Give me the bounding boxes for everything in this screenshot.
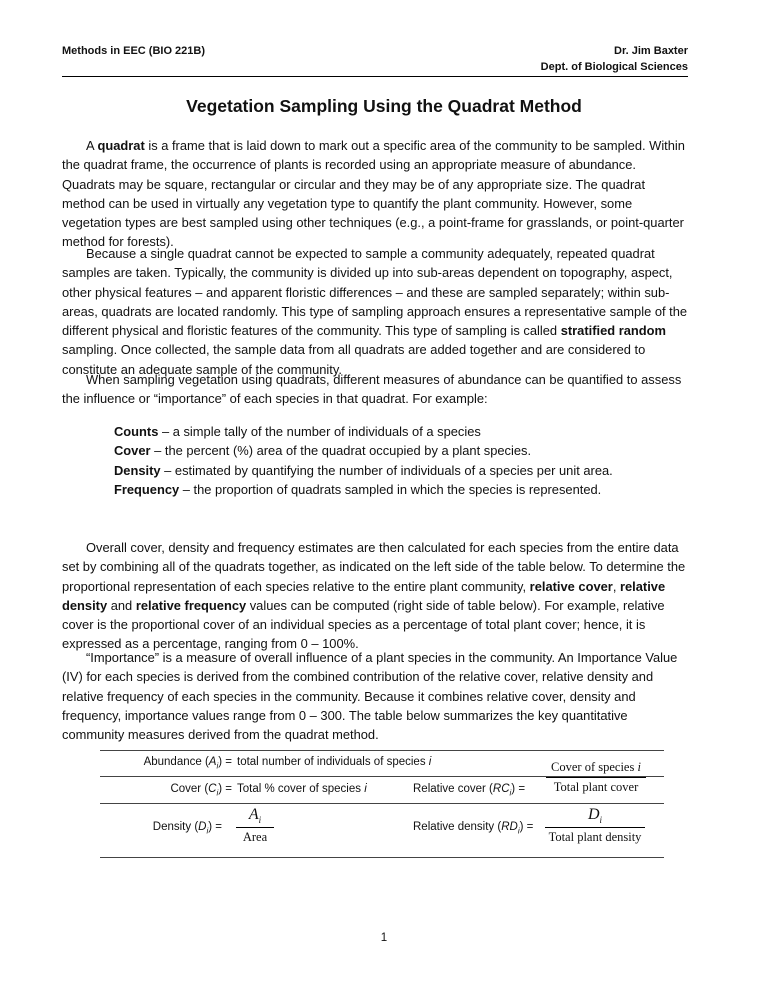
- table-rule-top: [100, 750, 664, 751]
- cover-definition: Total % cover of species i: [237, 783, 367, 795]
- paragraph-importance-value: “Importance” is a measure of overall influence of a plant species in the community. An Importance Value (IV) for each species is derived from the combined contribution of the relative cover, relative density and relative frequency of each species in the community. Because it combines relative cover, density and frequency, importance values range from 0 – 300. The table below summarizes the key quantitative community measures derived from the quadrat method.: [62, 650, 678, 743]
- relative-density-denominator: Total plant density: [548, 830, 642, 845]
- header-author-block: [541, 43, 688, 75]
- paragraph-stratified-sampling: Because a single quadrat cannot be expected to sample a community adequately, repeated quadrat samples are taken. Typically, the community is divided up into sub-areas dependent on topography, aspect, other physical features – and apparent floristic differences – and these are sampled separately; within sub-areas, quadrats are located randomly. This type of sampling approach ensures a representative sample of the different physical and floristic features of the community. This type of sampling is called stratified random sampling. Once collected, the sample data from all quadrats are added together and are considered to constitute an adequate sample of the community.: [62, 246, 688, 377]
- relative-density-formula: [545, 806, 645, 845]
- paragraph-relative-measures: Overall cover, density and frequency estimates are then calculated for each species from the entire data set by combining all of the quadrats together, as indicated on the left side of the table below. To determine the proportional representation of each species relative to the entire plant community, relative cover, relative density and relative frequency values can be computed (right side of table below). For example, relative cover is the proportional cover of an individual species as a percentage of total plant cover; hence, it is expressed as a percentage, ranging from 0 – 100%.: [62, 540, 686, 652]
- term-quadrat: quadrat: [97, 138, 145, 153]
- header-dept: Dept. of Biological Sciences: [540, 61, 688, 73]
- relative-cover-denominator: Total plant cover: [553, 780, 639, 794]
- density-label: Density $(D_i)$ =: [152, 821, 222, 836]
- page-title: Vegetation Sampling Using the Quadrat Method: [186, 96, 582, 116]
- header-course: Methods in EEC (BIO 221B): [62, 45, 206, 57]
- header-divider: [62, 76, 688, 77]
- density-formula: [236, 806, 274, 845]
- paragraph-quadrat-intro: A quadrat is a frame that is laid down to mark out a specific area of the community to be sampled. Within the quadrat frame, the occurrence of plants is recorded using an appropriate measure of abundance. Quadrats may be square, rectangular or circular and they may be of any appropriate size. The quadrat method can be used in virtually any vegetation type to quantify the plant community. However, some vegetation types are best sampled using other techniques (e.g., a point-frame for grasslands, or point-quarter method for forests).: [62, 138, 685, 250]
- definitions-list: [114, 422, 613, 499]
- table-rule-bottom: [100, 857, 664, 858]
- relative-density-label: Relative density $(RD_i)$ =: [413, 821, 534, 836]
- relative-cover-formula: [546, 760, 646, 795]
- table-rule: [100, 803, 664, 804]
- page-number: 1: [380, 932, 388, 944]
- density-denominator: Area: [242, 830, 268, 845]
- definition-counts: Counts – a simple tally of the number of individuals of a species: [114, 424, 481, 439]
- definition-density: Density – estimated by quantifying the number of individuals of a species per unit area.: [114, 462, 613, 478]
- abundance-definition: total number of individuals of species i: [237, 756, 432, 768]
- definition-cover: Cover – the percent (%) area of the quadrat occupied by a plant species.: [114, 443, 532, 459]
- relative-cover-numerator: Cover of species i: [546, 760, 646, 778]
- term-stratified-random: stratified random: [560, 323, 666, 339]
- cover-label: Cover $(C_i)$ =: [170, 783, 232, 798]
- abundance-label: Abundance $(A_i)$ =: [143, 756, 232, 771]
- relative-density-numerator: $D_i$: [545, 806, 645, 828]
- definition-frequency: Frequency – the proportion of quadrats sampled in which the species is represented.: [114, 481, 602, 497]
- paragraph-measures-intro: When sampling vegetation using quadrats, different measures of abundance can be quantified to assess the influence or “importance” of each species in that quadrat. For example:: [62, 372, 682, 407]
- density-numerator: $A_i$: [236, 806, 274, 828]
- relative-cover-label: Relative cover $(RC_i)$ =: [413, 783, 526, 798]
- header-author: Dr. Jim Baxter: [614, 45, 688, 57]
